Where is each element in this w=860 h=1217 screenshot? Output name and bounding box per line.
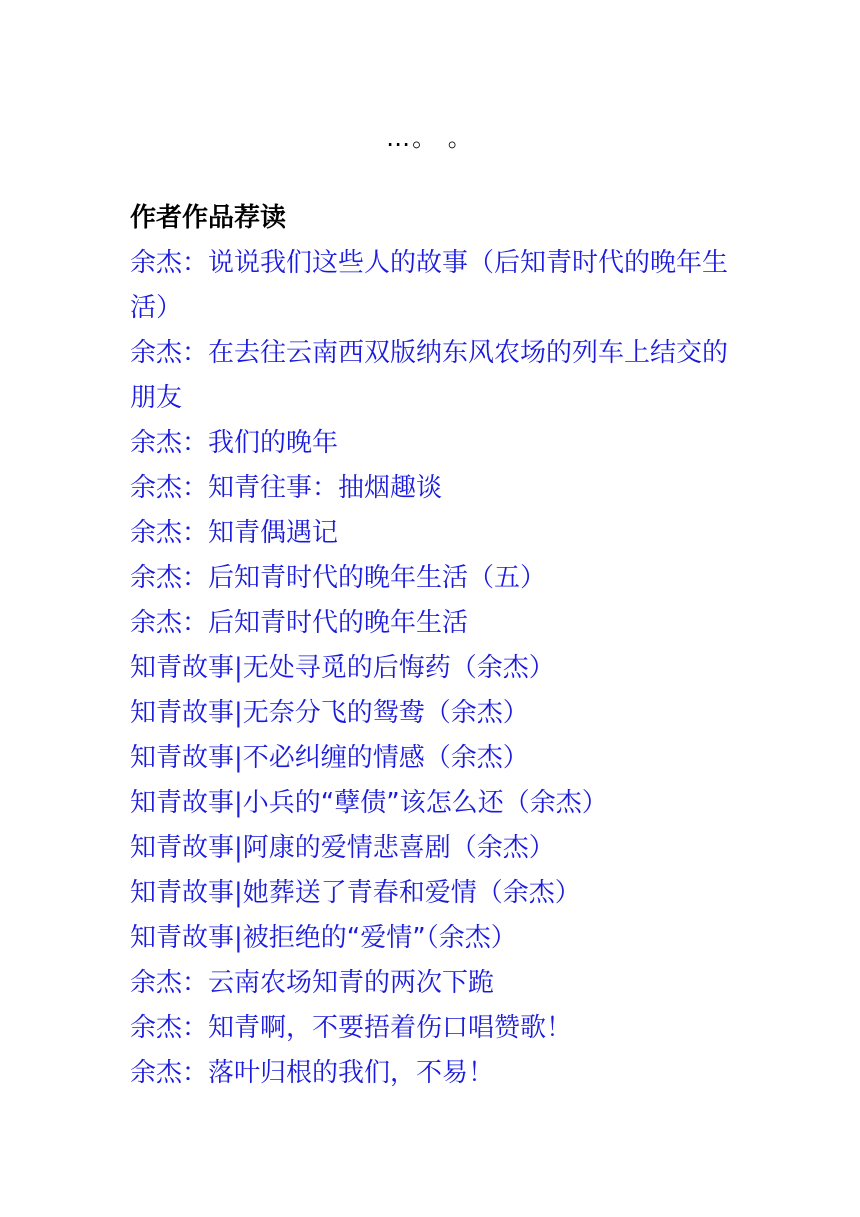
article-link[interactable]: 知青故事|小兵的“孽债”该怎么还（余杰） [130,788,608,818]
article-link[interactable]: 余杰：落叶归根的我们，不易！ [130,1058,495,1088]
article-link[interactable]: 知青故事|无处寻觅的后悔药（余杰） [130,653,555,683]
article-link[interactable]: 知青故事|被拒绝的“爱情”（余杰） [130,923,517,953]
article-link[interactable]: 余杰：知青往事：抽烟趣谈 [130,473,443,503]
article-link[interactable]: 知青故事|阿康的爱情悲喜剧（余杰） [130,833,555,863]
article-link[interactable]: 余杰：后知青时代的晚年生活（五） [130,563,547,593]
article-link[interactable]: 知青故事|她葬送了青春和爱情（余杰） [130,878,581,908]
article-link-list [130,241,750,1096]
article-link[interactable]: 余杰：后知青时代的晚年生活 [130,608,469,638]
article-link[interactable]: 知青故事|不必纠缠的情感（余杰） [130,743,529,773]
article-link[interactable]: 余杰：说说我们这些人的故事（后知青时代的晚年生活） [130,248,729,323]
ellipsis-text: …。 。 [386,124,474,152]
recommended-works-section [130,196,750,1096]
article-link[interactable]: 余杰：知青啊，不要捂着伤口唱赞歌！ [130,1013,573,1043]
article-link[interactable]: 余杰：知青偶遇记 [130,518,339,548]
article-link[interactable]: 余杰：云南农场知青的两次下跪 [130,968,495,998]
article-link[interactable]: 余杰：我们的晚年 [130,428,339,458]
article-link[interactable]: 知青故事|无奈分飞的鸳鸯（余杰） [130,698,529,728]
section-heading: 作者作品荐读 [130,203,287,233]
article-link[interactable]: 余杰：在去往云南西双版纳东风农场的列车上结交的朋友 [130,338,729,413]
